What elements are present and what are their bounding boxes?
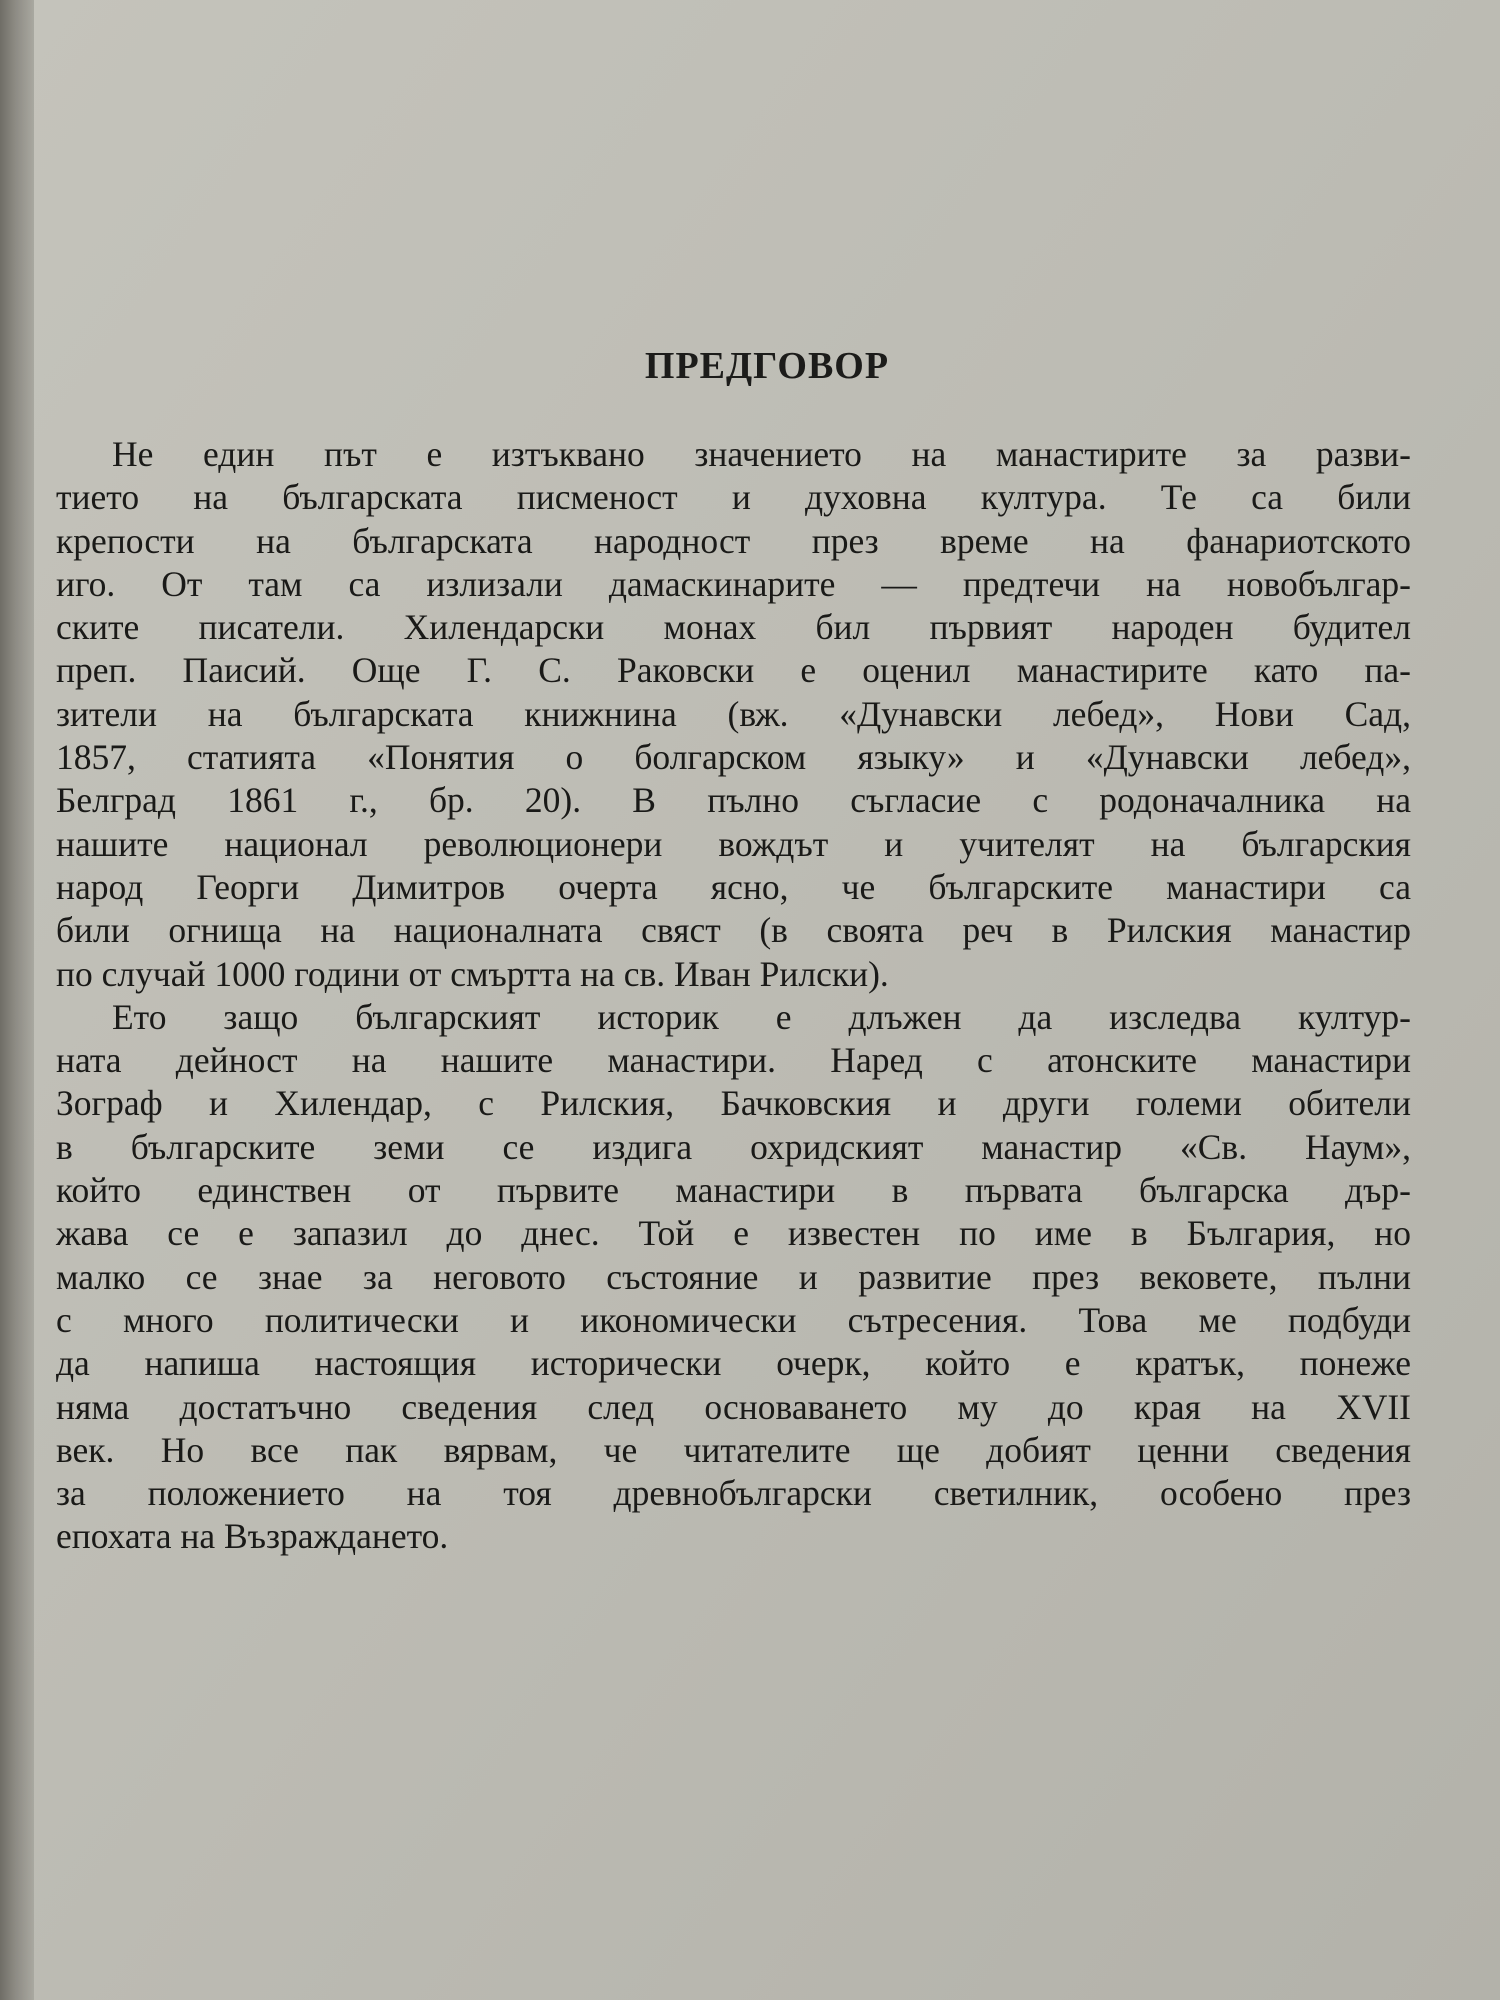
book-spine-shadow [0, 0, 34, 2000]
text-line: Белград 1861 г., бр. 20). В пълно съгласие с родоначалника на [56, 780, 1411, 821]
text-line: ските писатели. Хилендарски монах бил първият народен будител [56, 607, 1411, 648]
text-line: век. Но все пак вярвам, че читателите ще добият ценни сведения [56, 1429, 1411, 1470]
text-line: няма достатъчно сведения след основаването му до края на XVII [56, 1386, 1411, 1427]
text-line: жава се е запазил до днес. Той е известен по име в България, но [56, 1213, 1411, 1254]
text-line: Не един път е изтъквано значението на манастирите за разви- [112, 434, 1411, 474]
text-line: да напиша настоящия исторически очерк, който е кратък, понеже [56, 1343, 1411, 1384]
text-line: Ето защо българският историк е длъжен да изследва култур- [112, 996, 1411, 1037]
text-line: по случай 1000 години от смъртта на св. Иван Рилски). [56, 953, 889, 994]
book-page [34, 0, 1500, 2000]
text-line: Зограф и Хилендар, с Рилския, Бачковския и други големи обители [56, 1083, 1411, 1124]
text-line: иго. От там са излизали дамаскинарите — предтечи на новобългар- [56, 563, 1411, 604]
paragraph-2 [56, 996, 1411, 1559]
page-title: ПРЕДГОВОР [644, 345, 890, 387]
text-line: ната дейност на нашите манастири. Наред с атонските манастири [56, 1040, 1411, 1081]
text-line: за положението на тоя древнобългарски светилник, особено през [56, 1473, 1411, 1514]
text-line: зители на българската книжнина (вж. «Дунавски лебед», Нови Сад, [56, 693, 1411, 734]
text-line: били огнища на националната свяст (в своята реч в Рилския манастир [56, 910, 1411, 951]
text-line: тието на българската писменост и духовна култура. Те са били [56, 477, 1411, 518]
text-line: с много политически и икономически сътресения. Това ме подбуди [56, 1299, 1411, 1340]
text-line: крепости на българската народност през време на фанариотското [56, 520, 1411, 561]
text-line: малко се знае за неговото състояние и развитие през вековете, пълни [56, 1256, 1411, 1297]
text-line: епохата на Възраждането. [56, 1516, 449, 1557]
preface-text [56, 433, 1411, 1559]
text-line: народ Георги Димитров очерта ясно, че българските манастири са [56, 866, 1411, 907]
text-line: преп. Паисий. Още Г. С. Раковски е оценил манастирите като па- [56, 650, 1411, 691]
text-line: който единствен от първите манастири в първата българска дър- [56, 1170, 1411, 1211]
paragraph-1 [56, 433, 1411, 996]
text-line: в българските земи се издига охридският манастир «Св. Наум», [56, 1126, 1411, 1167]
text-line: 1857, статията «Понятия о болгарском языку» и «Дунавски лебед», [56, 737, 1411, 778]
text-line: нашите национал революционери вождът и учителят на българския [56, 823, 1411, 864]
